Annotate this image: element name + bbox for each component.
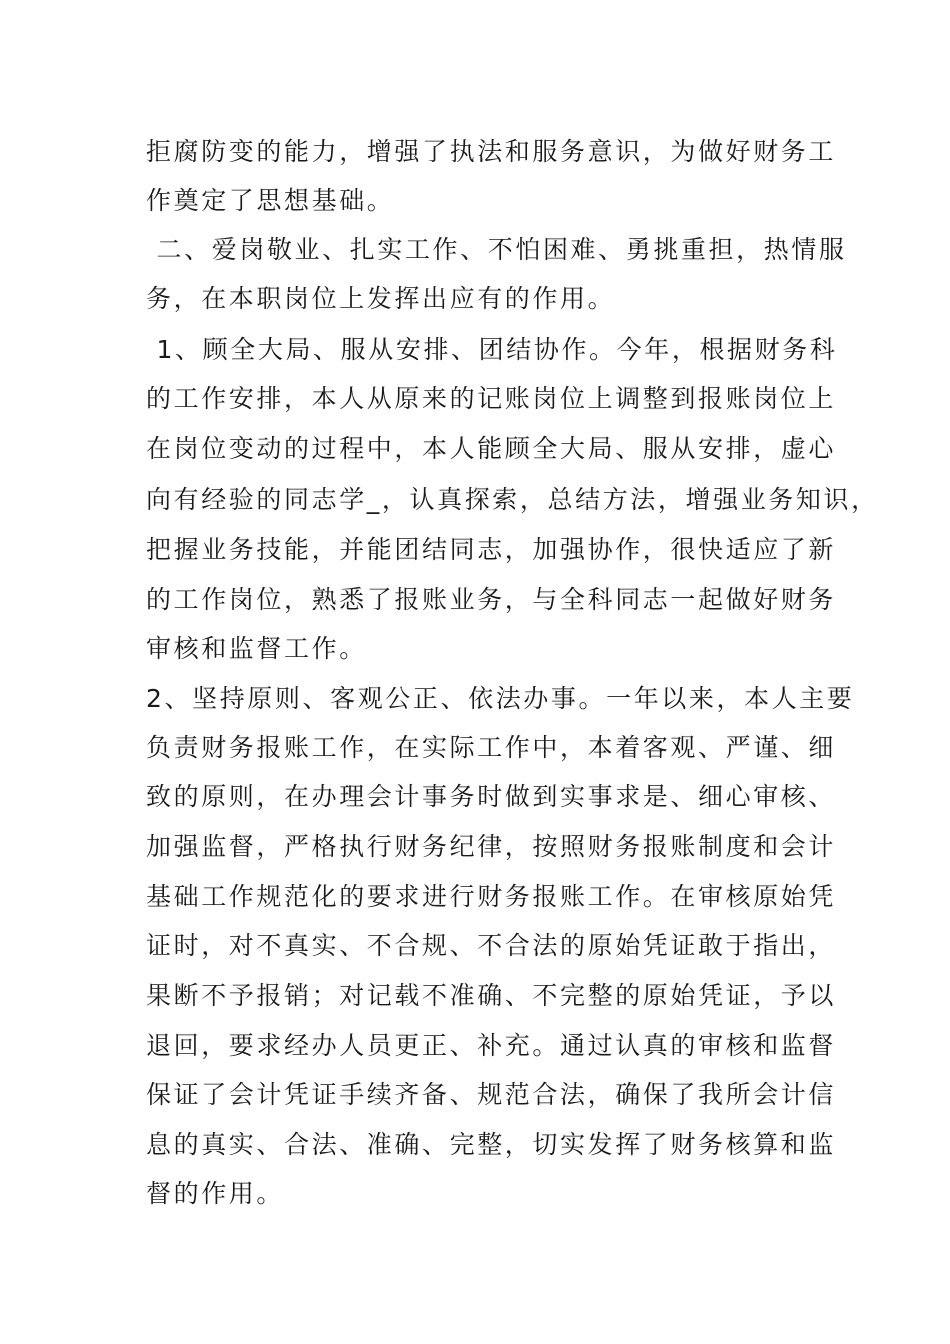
text-line: 的工作安排，本人从原来的记账岗位上调整到报账岗位上 <box>146 384 837 413</box>
text-line: 证时，对不真实、不合规、不合法的原始凭证敢于指出， <box>146 931 837 960</box>
text-line: 向有经验的同志学_，认真探索，总结方法，增强业务知识， <box>146 485 879 514</box>
item-heading: 2、坚持原则、客观公正、依法办事。一年以来，本人主要 <box>146 684 855 713</box>
text-line: 加强监督，严格执行财务纪律，按照财务报账制度和会计 <box>146 832 837 861</box>
text-line: 负责财务报账工作，在实际工作中，本着客观、严谨、细 <box>146 733 837 762</box>
text-line: 退回，要求经办人员更正、补充。通过认真的审核和监督 <box>146 1031 837 1060</box>
text-line: 审核和监督工作。 <box>146 634 367 663</box>
item-heading: 1、顾全大局、服从安排、团结协作。今年，根据财务科 <box>146 335 838 364</box>
text-line: 作奠定了思想基础。 <box>146 186 395 215</box>
text-line: 务，在本职岗位上发挥出应有的作用。 <box>146 284 616 313</box>
text-line: 督的作用。 <box>146 1179 285 1208</box>
text-line: 基础工作规范化的要求进行财务报账工作。在审核原始凭 <box>146 882 837 911</box>
text-line: 拒腐防变的能力，增强了执法和服务意识，为做好财务工 <box>146 137 837 166</box>
text-line: 在岗位变动的过程中，本人能顾全大局、服从安排，虚心 <box>146 434 837 463</box>
text-line: 果断不予报销；对记载不准确、不完整的原始凭证，予以 <box>146 981 837 1010</box>
text-line: 息的真实、合法、准确、完整，切实发挥了财务核算和监 <box>146 1130 837 1159</box>
section-heading: 二、爱岗敬业、扎实工作、不怕困难、勇挑重担，热情服 <box>146 235 847 264</box>
text-line: 把握业务技能，并能团结同志，加强协作，很快适应了新 <box>146 535 837 564</box>
text-line: 的工作岗位，熟悉了报账业务，与全科同志一起做好财务 <box>146 585 837 614</box>
text-line: 致的原则，在办理会计事务时做到实事求是、细心审核、 <box>146 782 837 811</box>
text-line: 保证了会计凭证手续齐备、规范合法，确保了我所会计信 <box>146 1080 837 1109</box>
